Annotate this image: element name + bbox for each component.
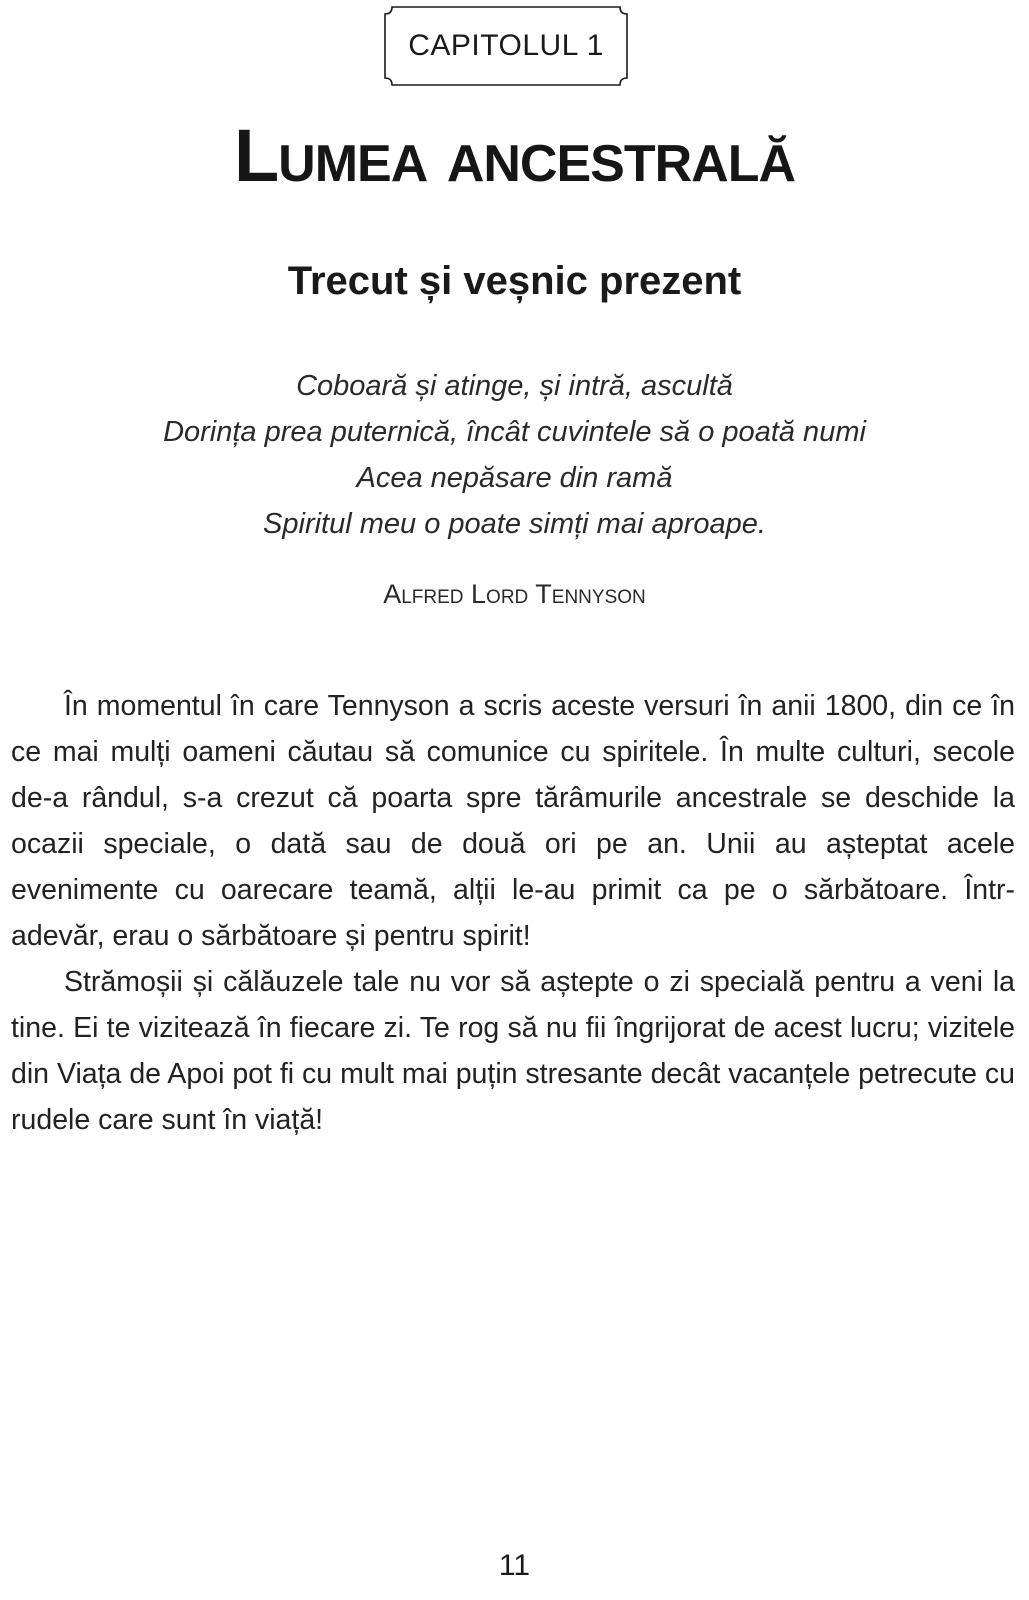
chapter-label-frame: [384, 6, 628, 86]
chapter-title: Lumea ancestrală: [233, 114, 796, 197]
epigraph-attribution: Alfred Lord Tennyson: [383, 579, 646, 609]
body-paragraph: Strămoșii și călăuzele tale nu vor să aștepte o zi specială pentru a veni la tine. Ei te vizitează în fiecare zi. Te rog să nu fii îngrijorat de acest lucru; vizitele din Viața de Apoi pot fi cu mult mai puțin stresante decât vacanțele petrecute cu rudele care sunt în viață!: [11, 966, 1015, 1136]
page-number: 11: [498, 1549, 531, 1582]
epigraph-line: Dorința prea puternică, încât cuvintele să o poată numi: [163, 416, 866, 448]
section-heading: Trecut și veșnic prezent: [287, 259, 742, 303]
epigraph-line: Coboară și atinge, și intră, ascultă: [296, 370, 733, 402]
chapter-label: CAPITOLUL 1: [408, 29, 604, 62]
body-text: [11, 683, 1015, 1143]
epigraph: [0, 363, 1029, 547]
epigraph-line: Acea nepăsare din ramă: [356, 462, 673, 494]
epigraph-line: Spiritul meu o poate simți mai aproape.: [263, 508, 766, 540]
body-paragraph: În momentul în care Tennyson a scris aceste versuri în anii 1800, din ce în ce mai mulți oameni căutau să comunice cu spiritele. În multe culturi, secole de-a rândul, s-a crezut că poarta spre tărâmurile ancestrale se deschide la ocazii speciale, o dată sau de două ori pe an. Unii au așteptat acele evenimente cu oarecare teamă, alții le-au primit ca pe o sărbătoare. Într-adevăr, erau o sărbătoare și pentru spirit!: [11, 690, 1015, 952]
